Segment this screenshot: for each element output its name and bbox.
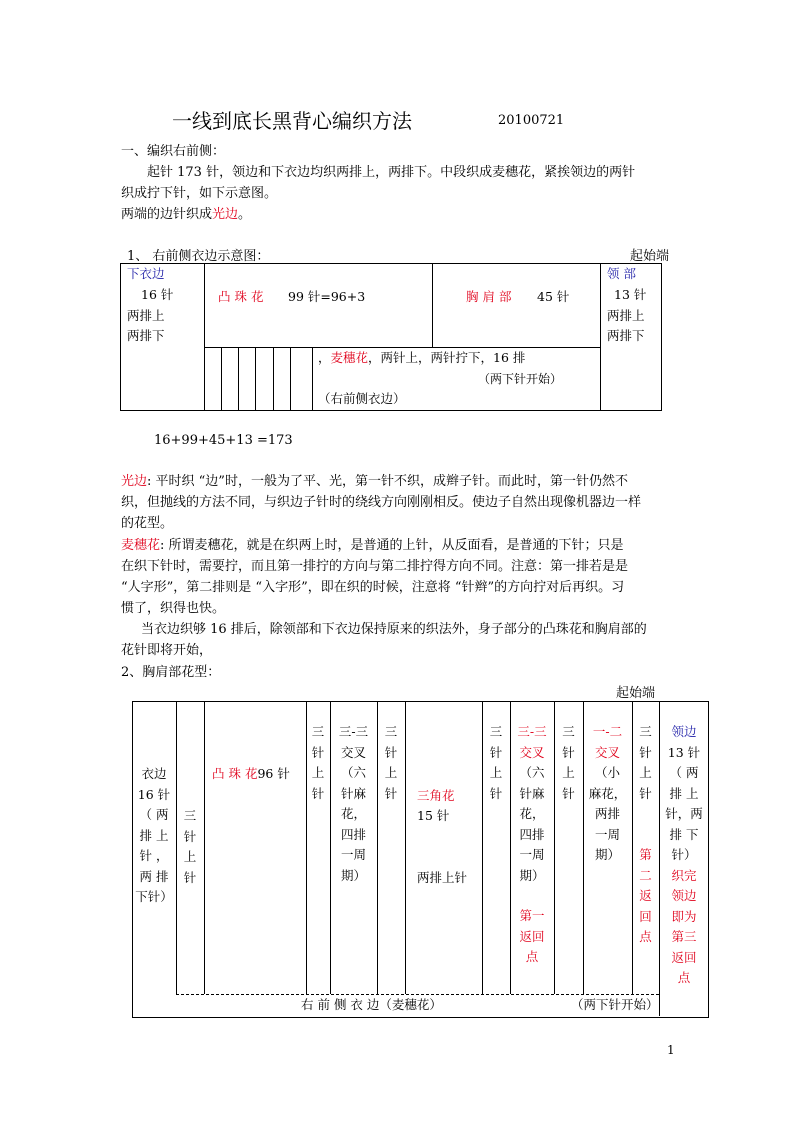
d1-bobble-count: 99 针=96+3 [288, 289, 366, 304]
stitch-equation: 16+99+45+13 =173 [154, 433, 293, 448]
d2-three-purl-return2: 三 针 上 针 第 二 返 回 点 [639, 724, 652, 944]
d2-three-purl-5: 三 针 上 针 [562, 724, 575, 801]
diagram1-caption: 1、 右前侧衣边示意图： [127, 249, 270, 264]
d1-bobble-name: 凸 珠 花 [218, 289, 264, 304]
d2-collar-column: 领边 13 针 （ 两 排 上 针，两 排 下 针） 织完 领边 即为 第三 返回 点 [665, 724, 703, 985]
maisui-explanation: 麦穗花: 所谓麦穗花，就是在织两上时，是普通的上针，从反面看，是普通的下针；只是 在织下针时，需要拧，而且第一排拧的方向与第二排拧得方向不同。注意：第一排若是是 “人字形”，第二排则是 “入字形”，即在织的时候，注意将 “针辫”的方向拧对后再织。习 惯了，织得也快。 [121, 538, 629, 616]
paragraph-hem-done: 当衣边织够 16 排后，除领部和下衣边保持原来的织法外，身子部分的凸珠花和胸肩部的 花针即将开始， [121, 622, 647, 658]
section1-line1: 起针 173 针，领边和下衣边均织两排上，两排下。中段织成麦穗花，紧挨领边的两针 [147, 165, 636, 180]
page-number: 1 [667, 1043, 675, 1057]
d2-cable-1x2: 一-二 交叉 （小 麻花， 两排 一周 期） [588, 724, 627, 862]
d2-three-purl-2: 三 针 上 针 [311, 724, 325, 801]
d1-collar-line2: 两排下 [607, 328, 645, 343]
section1-heading: 一、编织右前侧： [121, 144, 226, 159]
d1-shoulder-name: 胸 肩 部 [466, 289, 512, 304]
d1-hem-count: 16 针 [141, 287, 174, 302]
d1-hem-line2: 两排下 [127, 328, 165, 343]
d1-wheat-note: （两下针开始） [478, 372, 563, 386]
d1-collar-count: 13 针 [614, 287, 647, 302]
d2-three-purl-4: 三 针 上 针 [489, 724, 503, 801]
diagram2-start-label: 起始端 [616, 686, 656, 701]
d1-hem-title: 下衣边 [127, 266, 165, 281]
section2-heading: 2、胸肩部花型： [121, 665, 221, 680]
d2-three-purl-3: 三 针 上 针 [384, 724, 398, 801]
d1-shoulder-count: 45 针 [537, 289, 570, 304]
diagram1-start-label: 起始端 [630, 249, 670, 264]
d2-triangle-name: 三角花 [417, 788, 455, 803]
d2-bottom-label: 右 前 侧 衣 边（麦穗花） [301, 997, 442, 1012]
d1-wheat-text: ，麦穗花，两针上，两针拧下，16 排 [318, 350, 526, 365]
section1-line2: 织成拧下针，如下示意图。 [121, 186, 278, 201]
d2-cable-3x3: 三-三 交叉 （六 针麻 花， 四排 一周 期） [338, 724, 369, 883]
d1-collar-line1: 两排上 [607, 308, 645, 323]
d2-bobble: 凸 珠 花96 针 [212, 766, 290, 781]
d1-collar-title: 领 部 [607, 266, 636, 281]
document-date: 20100721 [498, 113, 565, 128]
section1-line3: 两端的边针织成光边。 [121, 207, 252, 222]
guangbian-explanation: 光边: 平时织 “边”时，一般为了平、光，第一针不织，成辫子针。而此时，第一针仍然不 织，但抛线的方法不同，与织边子针时的绕线方向刚刚相反。使边子自然出现像机器边一样 的花型。 [121, 474, 642, 531]
d2-bottom-note: （两下针开始） [571, 997, 659, 1012]
d2-three-purl-1: 三 针 上 针 [183, 808, 197, 885]
d1-edge-label: （右前侧衣边） [318, 391, 406, 406]
d2-hem-column: 衣边 16 针 （ 两 排 上 针 ， 两 排 下针） [135, 766, 173, 904]
d2-triangle-count: 15 针 [417, 808, 450, 823]
d2-triangle-note: 两排上针 [417, 870, 468, 885]
d2-cable-3x3-return1: 三-三 交叉 （六 针麻 花， 四排 一周 期） 第一 返回 点 [517, 724, 547, 964]
d1-hem-line1: 两排上 [127, 308, 165, 323]
page-title: 一线到底长黑背心编织方法 [172, 109, 412, 133]
